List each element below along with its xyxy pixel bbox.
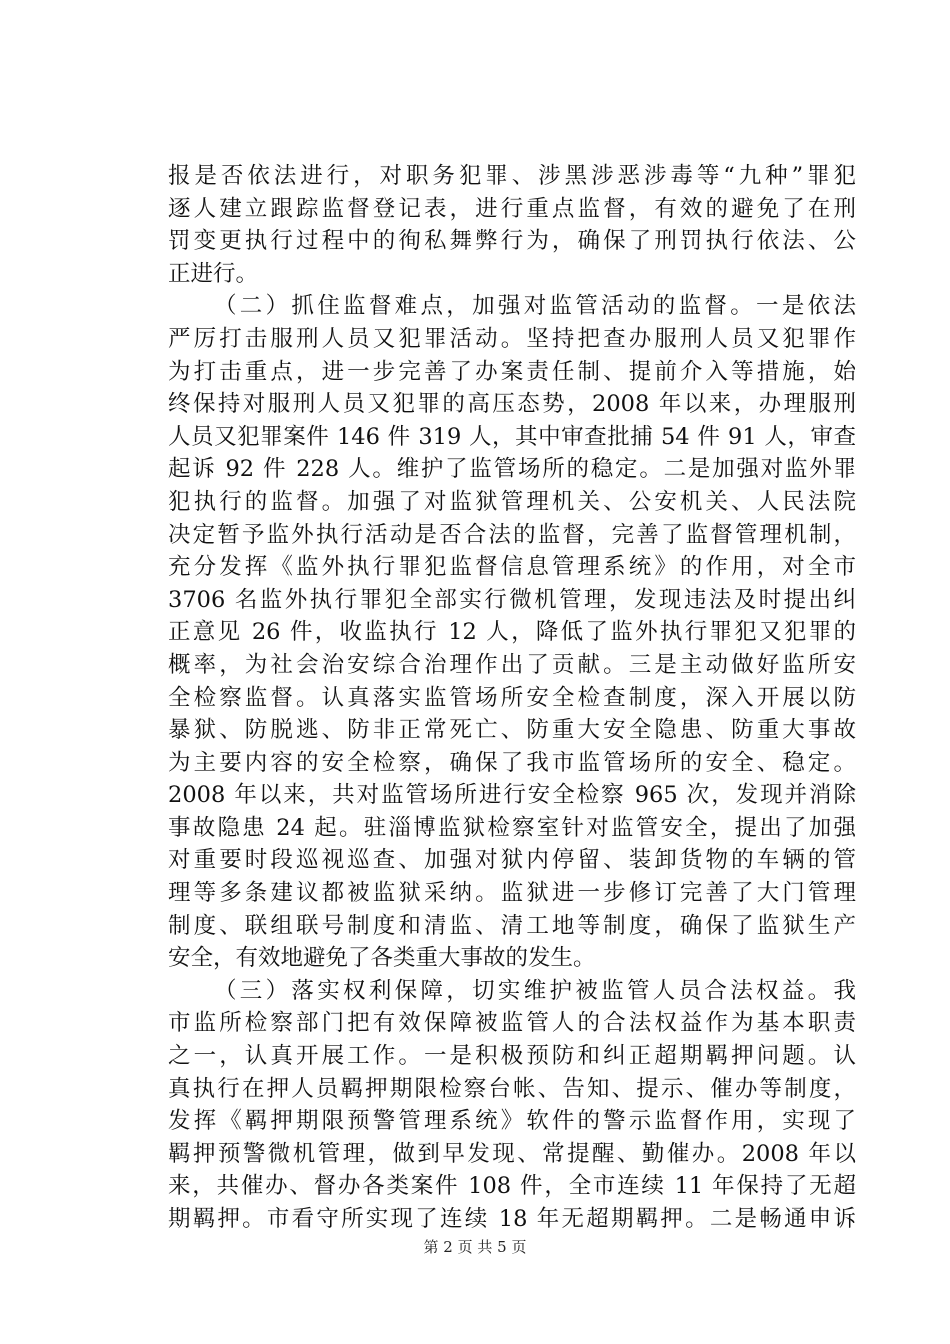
text-line: 真执行在押人员羁押期限检察台帐、告知、提示、催办等制度， (168, 1075, 856, 1102)
text-line: 罚变更执行过程中的徇私舞弊行为，确保了刑罚执行依法、公 (168, 228, 856, 255)
text-line: 正意见 26 件，收监执行 12 人，降低了监外执行罪犯又犯罪的 (168, 619, 856, 646)
text-line: 市监所检察部门把有效保障被监管人的合法权益作为基本职责 (168, 1010, 856, 1037)
text-line: 安全，有效地避免了各类重大事故的发生。 (168, 945, 596, 972)
text-line: 3706 名监外执行罪犯全部实行微机管理，发现违法及时提出纠 (168, 586, 856, 613)
paragraph-start-line: （二）抓住监督难点，加强对监管活动的监督。一是依法 (214, 293, 856, 320)
text-line: 来，共催办、督办各类案件 108 件，全市连续 11 年保持了无超 (168, 1173, 856, 1200)
text-line: 犯执行的监督。加强了对监狱管理机关、公安机关、人民法院 (168, 488, 856, 515)
text-line: 人员又犯罪案件 146 件 319 人，其中审查批捕 54 件 91 人，审查 (168, 423, 856, 450)
text-line: 为打击重点，进一步完善了办案责任制、提前介入等措施，始 (168, 358, 856, 385)
paragraph-start-line: （三）落实权利保障，切实维护被监管人员合法权益。我 (214, 977, 856, 1004)
text-line: 决定暂予监外执行活动是否合法的监督，完善了监督管理机制， (168, 521, 856, 548)
body-text (168, 160, 856, 1236)
text-line: 报是否依法进行，对职务犯罪、涉黑涉恶涉毒等“九种”罪犯 (168, 163, 856, 189)
text-line: 制度、联组联号制度和清监、清工地等制度，确保了监狱生产 (168, 912, 856, 939)
text-line: 发挥《羁押期限预警管理系统》软件的警示监督作用，实现了 (168, 1108, 856, 1135)
text-line: 羁押预警微机管理，做到早发现、常提醒、勤催办。2008 年以 (168, 1140, 856, 1167)
text-line: 对重要时段巡视巡查、加强对狱内停留、装卸货物的车辆的管 (168, 847, 856, 874)
text-line: 充分发挥《监外执行罪犯监督信息管理系统》的作用，对全市 (168, 554, 856, 581)
text-line: 概率，为社会治安综合治理作出了贡献。三是主动做好监所安 (168, 651, 856, 678)
text-line: 暴狱、防脱逃、防非正常死亡、防重大安全隐患、防重大事故 (168, 717, 856, 744)
text-line: 理等多条建议都被监狱采纳。监狱进一步修订完善了大门管理 (168, 880, 856, 907)
text-line: 全检察监督。认真落实监管场所安全检查制度，深入开展以防 (168, 684, 856, 711)
text-line: 之一，认真开展工作。一是积极预防和纠正超期羁押问题。认 (168, 1043, 856, 1070)
text-line: 起诉 92 件 228 人。维护了监管场所的稳定。二是加强对监外罪 (168, 456, 856, 483)
text-line: 严厉打击服刑人员又犯罪活动。坚持把查办服刑人员又犯罪作 (168, 325, 856, 352)
text-line: 期羁押。市看守所实现了连续 18 年无超期羁押。二是畅通申诉 (168, 1206, 856, 1232)
page-number-footer: 第 2 页 共 5 页 (423, 1238, 527, 1256)
text-line: 正进行。 (168, 260, 259, 287)
text-line: 2008 年以来，共对监管场所进行安全检察 965 次，发现并消除 (168, 782, 856, 809)
text-line: 终保持对服刑人员又犯罪的高压态势，2008 年以来，办理服刑 (168, 391, 856, 418)
text-line: 逐人建立跟踪监督登记表，进行重点监督，有效的避免了在刑 (168, 195, 856, 222)
text-line: 为主要内容的安全检察，确保了我市监管场所的安全、稳定。 (168, 749, 856, 776)
text-line: 事故隐患 24 起。驻淄博监狱检察室针对监管安全，提出了加强 (168, 814, 856, 841)
